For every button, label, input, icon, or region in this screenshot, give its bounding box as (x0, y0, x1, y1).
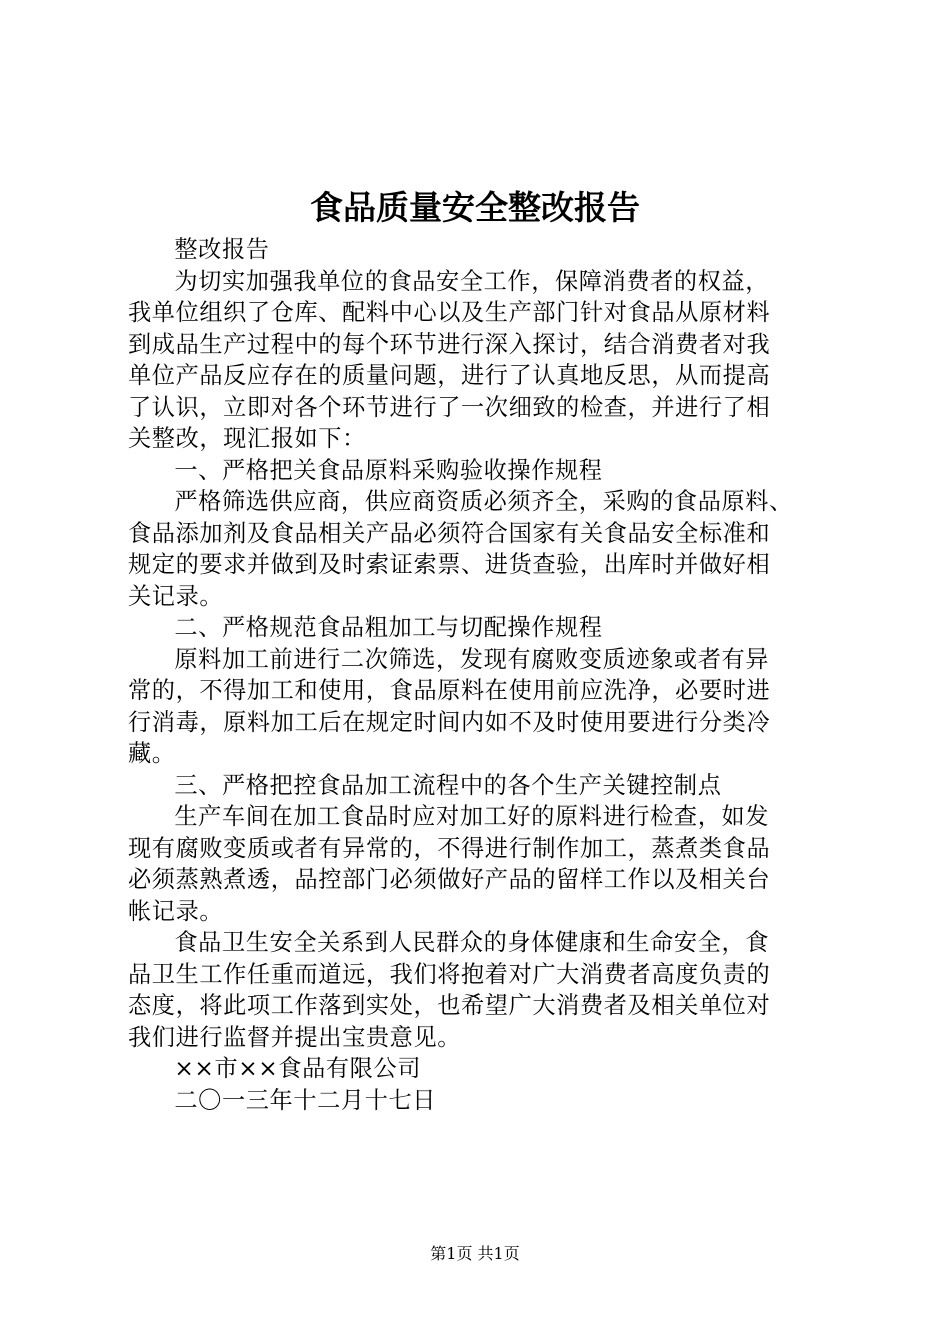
paragraph-heading-label (128, 234, 834, 266)
text-line: 关记录。 (128, 582, 224, 610)
text-line: 为切实加强我单位的食品安全工作，保障消费者的权益， (174, 267, 770, 295)
text-line: 我们进行监督并提出宝贵意见。 (128, 1023, 462, 1051)
paragraph-intro (128, 266, 834, 455)
text-line: 常的，不得加工和使用，食品原料在使用前应洗净，必要时进 (128, 677, 771, 704)
paragraph-section-1 (128, 486, 834, 612)
text-line: 到成品生产过程中的每个环节进行深入探讨，结合消费者对我 (128, 330, 771, 358)
document-body (128, 234, 834, 1116)
text-line: 我单位组织了仓库、配料中心以及生产部门针对食品从原材料 (128, 299, 771, 326)
text-line: 态度，将此项工作落到实处，也希望广大消费者及相关单位对 (128, 992, 771, 1019)
text-line: 严格筛选供应商，供应商资质必须齐全，采购的食品原料、 (174, 488, 793, 515)
text-line: 一、严格把关食品原料采购验收操作规程 (174, 456, 603, 484)
text-line: 规定的要求并做到及时索证索票、进货查验，出库时并做好相 (128, 551, 771, 578)
text-line: 帐记录。 (128, 897, 224, 925)
page-number-footer: 第1页 共1页 (430, 1244, 520, 1263)
section-heading-3 (128, 770, 834, 802)
text-line: 藏。 (128, 740, 176, 767)
text-line: 行消毒，原料加工后在规定时间内如不及时使用要进行分类冷 (128, 708, 771, 736)
text-line: 食品添加剂及食品相关产品必须符合国家有关食品安全标准和 (128, 519, 771, 547)
section-heading-1 (128, 455, 834, 487)
text-line: 生产车间在加工食品时应对加工好的原料进行检查，如发 (174, 803, 770, 830)
text-line: 单位产品反应存在的质量问题，进行了认真地反思，从而提高 (128, 362, 771, 389)
signature-date (128, 1085, 834, 1117)
text-line: ××市××食品有限公司 (174, 1055, 422, 1082)
text-line: 关整改，现汇报如下： (128, 425, 366, 452)
section-heading-2 (128, 612, 834, 644)
paragraph-conclusion (128, 927, 834, 1053)
text-line: 了认识，立即对各个环节进行了一次细致的检查，并进行了相 (128, 393, 771, 421)
text-line: 三、严格把控食品加工流程中的各个生产关键控制点 (174, 771, 722, 799)
text-line: 二〇一三年十二月十七日 (174, 1086, 437, 1114)
text-line: 食品卫生安全关系到人民群众的身体健康和生命安全，食 (174, 929, 770, 956)
text-line: 品卫生工作任重而道远，我们将抱着对广大消费者高度负责的 (128, 960, 771, 988)
signature-company (128, 1053, 834, 1085)
paragraph-section-3 (128, 801, 834, 927)
text-line: 整改报告 (174, 236, 270, 263)
text-line: 现有腐败变质或者有异常的，不得进行制作加工，蒸煮类食品 (128, 834, 771, 862)
document-title: 食品质量安全整改报告 (310, 188, 640, 227)
paragraph-section-2 (128, 644, 834, 770)
text-line: 二、严格规范食品粗加工与切配操作规程 (174, 614, 603, 641)
text-line: 原料加工前进行二次筛选，发现有腐败变质迹象或者有异 (174, 645, 770, 673)
text-line: 必须蒸熟煮透，品控部门必须做好产品的留样工作以及相关台 (128, 866, 771, 893)
